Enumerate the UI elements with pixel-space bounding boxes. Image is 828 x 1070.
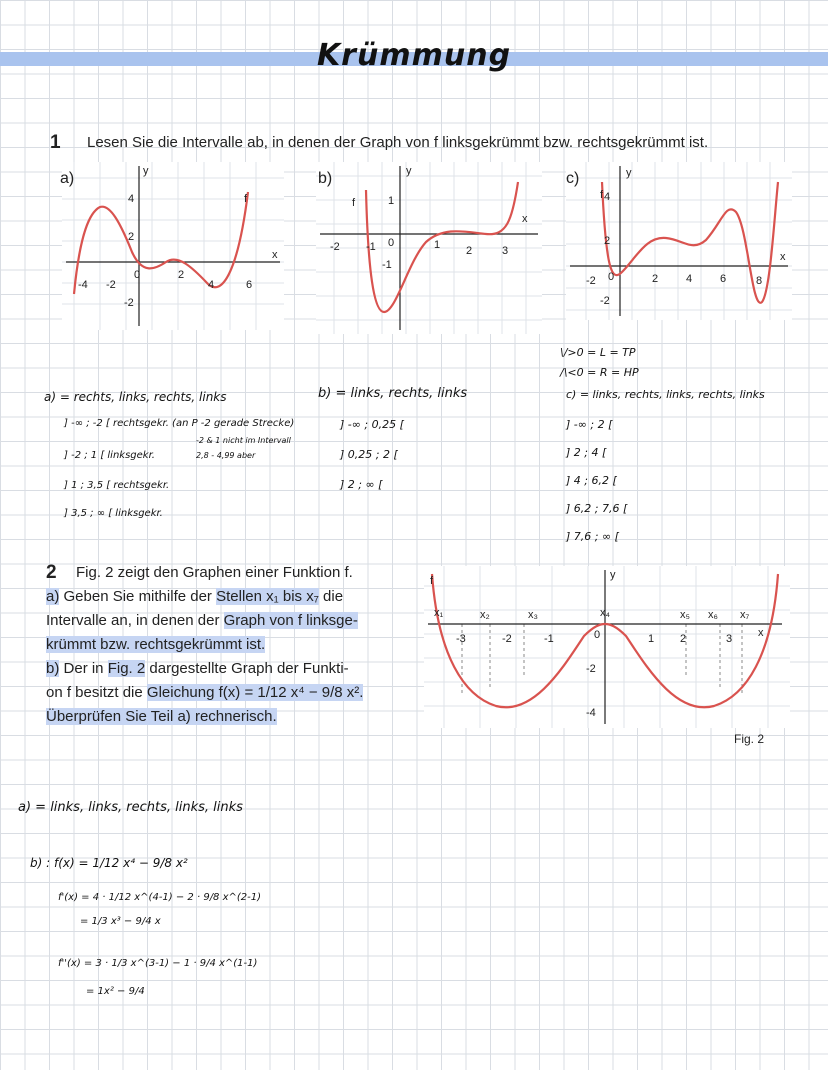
graph-c-xtick: 0 (608, 271, 615, 283)
graph-a-ytick: -2 (124, 297, 134, 309)
legend-right-curvature: /\<0 = R = HP (560, 366, 639, 379)
graph-a-ytick: 4 (128, 193, 135, 205)
task-2b-text-highlight: Überprüfen Sie Teil a) rechnerisch. (46, 708, 277, 725)
task-2a-text: Intervalle an, in denen der (46, 612, 220, 629)
fig2-func-label: f (430, 575, 434, 587)
graph-c-xtick: -2 (586, 275, 596, 287)
fig2-x-label: x₆ (708, 609, 718, 621)
graph-a-y-axis-label: y (143, 165, 149, 177)
graph-b-xtick: 1 (434, 239, 441, 251)
answer-1a-line: ] 1 ; 3,5 [ rechtsgekr. (64, 480, 170, 491)
answer-2b-line: = 1/3 x³ − 9/4 x (80, 916, 161, 927)
answer-2a: a) = links, links, rechts, links, links (18, 800, 243, 815)
fig2-y-axis-label: y (610, 569, 616, 581)
fig2-x-label: x₇ (740, 609, 750, 621)
task-2a-text-highlight: krümmt bzw. rechtsgekrümmt ist. (46, 636, 266, 653)
graph-c-xtick: 8 (756, 275, 763, 287)
fig2-y-tick: -2 (586, 663, 596, 675)
answer-1c-line: ] 7,6 ; ∞ [ (566, 530, 619, 543)
fig2-x-label: x₄ (600, 607, 610, 619)
task-2a-label: a) (46, 588, 60, 605)
task-2b-line-1 (46, 660, 349, 677)
task-2a-line-3 (46, 636, 265, 653)
graph-c-xtick: 4 (686, 273, 693, 285)
task-2b-text: Der in (63, 660, 104, 677)
graph-c-xtick: 6 (720, 273, 727, 285)
graph-b-y-axis-label: y (406, 165, 412, 177)
fig2-x-tick: -2 (502, 633, 512, 645)
graph-c-ytick: 2 (604, 235, 611, 247)
task-2a-text: die (323, 588, 344, 605)
legend-left-curvature: \/>0 = L = TP (560, 346, 636, 359)
answer-1a-line: ] 3,5 ; ∞ [ linksgekr. (64, 508, 163, 519)
task-2b-line-2 (46, 684, 363, 701)
answer-1b-line: ] -∞ ; 0,25 [ (340, 418, 404, 431)
fig2-x-tick: 1 (648, 633, 655, 645)
task-2b-text: dargestellte Graph der Funkti- (149, 660, 349, 677)
figure-2 (424, 566, 790, 728)
task-2b-text-highlight: Gleichung f(x) = 1/12 x⁴ − 9/8 x². (146, 684, 364, 701)
task-1-number: 1 (50, 132, 61, 153)
graph-c (566, 162, 792, 320)
graph-c-y-axis-label: y (626, 167, 632, 179)
answer-1a-heading: a) = rechts, links, rechts, links (44, 390, 227, 404)
task-2b-text: on f besitzt die (46, 684, 143, 701)
graph-b-xtick: -2 (330, 241, 340, 253)
answer-2b-line: f'(x) = 4 · 1/12 x^(4-1) − 2 · 9/8 x^(2-1) (58, 892, 262, 903)
task-2a-text: Geben Sie mithilfe der (63, 588, 212, 605)
answer-2b-line: = 1x² − 9/4 (86, 986, 145, 997)
answer-1c-line: ] -∞ ; 2 [ (566, 418, 613, 431)
graph-b-func-label: f (352, 197, 356, 209)
answer-1a-side-note: -2 & 1 nicht im Intervall (196, 436, 291, 445)
graph-c-x-axis-label: x (780, 251, 786, 263)
graph-c-func-label: f (600, 189, 604, 201)
graph-a-xtick: 6 (246, 279, 253, 291)
graph-b-ytick: -1 (382, 259, 392, 271)
graph-a-func-label: f (244, 193, 248, 205)
fig2-x-tick: -1 (544, 633, 554, 645)
task-2a-text-highlight: Stellen x₁ bis x₇ (216, 588, 319, 605)
graph-a (62, 162, 284, 330)
answer-2b-line: f''(x) = 3 · 1/3 x^(3-1) − 1 · 9/4 x^(1-1) (58, 958, 258, 969)
fig2-caption: Fig. 2 (734, 732, 765, 746)
fig2-x-label: x₃ (528, 609, 538, 621)
graph-a-x-axis-label: x (272, 249, 278, 261)
graph-a-ytick: 2 (128, 231, 135, 243)
graph-b-xtick: 2 (466, 245, 473, 257)
fig2-x-tick: 0 (594, 629, 601, 641)
task-2-number: 2 (46, 562, 57, 583)
fig2-x-label: x₁ (434, 607, 444, 619)
graph-b (316, 162, 542, 334)
answer-1a-line: ] -∞ ; -2 [ rechtsgekr. (an P -2 gerade Strecke) (64, 418, 295, 429)
fig2-x-tick: -3 (456, 633, 466, 645)
answer-1b-heading: b) = links, rechts, links (318, 386, 468, 401)
task-1-text: Lesen Sie die Intervalle ab, in denen der Graph von f linksgekrümmt bzw. rechtsgekrümmt ist. (87, 134, 709, 151)
graph-c-xtick: 2 (652, 273, 659, 285)
answer-1c-line: ] 2 ; 4 [ (566, 446, 607, 459)
graph-b-xtick: -1 (366, 241, 376, 253)
graph-a-xtick: -4 (78, 279, 88, 291)
task-2b-text-highlight: Fig. 2 (107, 660, 146, 677)
task-2a-text-highlight: Graph von f linksge- (223, 612, 358, 629)
fig2-x-label: x₅ (680, 609, 690, 621)
graph-a-xtick: 0 (134, 269, 141, 281)
task-2b-line-3 (46, 708, 277, 725)
page-title: Krümmung (316, 38, 512, 73)
graph-b-label: b) (318, 170, 333, 187)
answer-1c-heading: c) = links, rechts, links, rechts, links (566, 388, 765, 401)
task-2b-label: b) (46, 660, 60, 677)
fig2-x-axis-label: x (758, 627, 764, 639)
answer-1b-line: ] 0,25 ; 2 [ (340, 448, 398, 461)
fig2-y-tick: -4 (586, 707, 596, 719)
answer-1a-side-note: 2,8 - 4,99 aber (196, 451, 256, 460)
task-2-intro: Fig. 2 zeigt den Graphen einer Funktion f. (76, 564, 353, 581)
graph-b-xtick: 3 (502, 245, 509, 257)
graph-a-xtick: 4 (208, 279, 215, 291)
task-2a-line-2 (46, 612, 358, 629)
graph-c-label: c) (566, 170, 580, 187)
graph-b-x-axis-label: x (522, 213, 528, 225)
answer-2b-line: b) : f(x) = 1/12 x⁴ − 9/8 x² (30, 856, 188, 870)
task-2a-line-1 (46, 588, 343, 605)
answer-1c-line: ] 6,2 ; 7,6 [ (566, 502, 628, 515)
graph-b-xtick: 0 (388, 237, 395, 249)
fig2-x-label: x₂ (480, 609, 490, 621)
graph-a-xtick: -2 (106, 279, 116, 291)
answer-1b-line: ] 2 ; ∞ [ (340, 478, 383, 491)
graph-c-ytick: -2 (600, 295, 610, 307)
fig2-x-tick: 3 (726, 633, 733, 645)
answer-1a-line: ] -2 ; 1 [ linksgekr. (64, 450, 155, 461)
graph-b-ytick: 1 (388, 195, 395, 207)
answer-1c-line: ] 4 ; 6,2 [ (566, 474, 617, 487)
graph-a-xtick: 2 (178, 269, 185, 281)
graph-a-label: a) (60, 170, 75, 187)
graph-c-ytick: 4 (604, 191, 611, 203)
fig2-x-tick: 2 (680, 633, 687, 645)
